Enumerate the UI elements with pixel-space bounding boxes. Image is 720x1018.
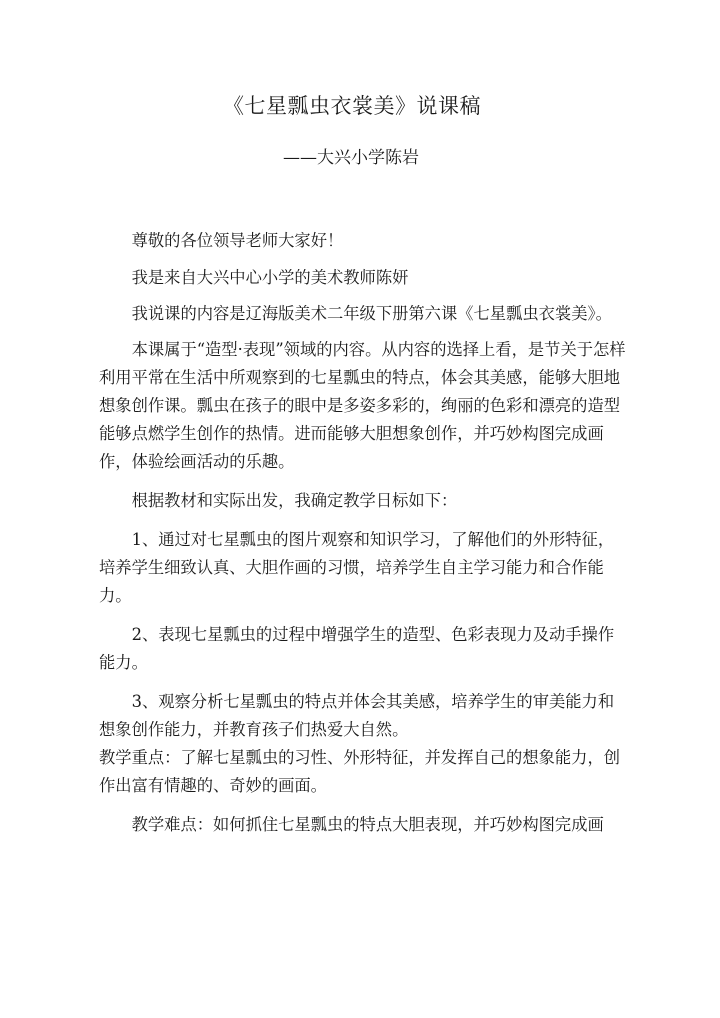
document-title: 《七星瓢虫衣裳美》说课稿: [223, 94, 481, 118]
paragraph-difficulties: 教学难点：如何抓住七星瓢虫的特点大胆表现，并巧妙构图完成画: [131, 815, 604, 834]
paragraph-introduction: 我是来自大兴中心小学的美术教师陈妍: [131, 268, 409, 287]
paragraph-goals-intro: 根据教材和实际出发，我确定教学日标如下：: [131, 491, 458, 510]
paragraph-goal-3: 3、观察分析七星瓢虫的特点并体会其美感，培养学生的审美能力和想象创作能力，并教育孩子们热爱大自然。: [99, 692, 615, 739]
paragraph-key-points: 教学重点：了解七星瓢虫的习性、外形特征，并发挥自己的想象能力，创作出富有情趣的、奇妙的画面。: [99, 748, 621, 795]
paragraph-lesson-overview: 本课属于“造型·表现”领域的内容。从内容的选择上看，是节关于怎样利用平常在生活中所观察到的七星瓢虫的特点，体会其美感，能够大胆地想象创作课。瓢虫在孩子的眼中是多姿多彩的，绚丽的色彩和漂亮的造型能够点燃学生创作的热情。进而能够大胆想象创作，并巧妙构图完成画作，体验绘画活动的乐趣。: [99, 340, 626, 471]
paragraph-goal-1: 1、通过对七星瓢虫的图片观察和知识学习，了解他们的外形特征，培养学生细致认真、大胆作画的习惯，培养学生自主学习能力和合作能力。: [99, 530, 615, 605]
document-body: [99, 227, 629, 839]
paragraph-greeting: 尊敬的各位领导老师大家好！: [131, 231, 344, 250]
document-author: ——大兴小学陈岩: [283, 148, 419, 168]
paragraph-goal-2: 2、表现七星瓢虫的过程中增强学生的造型、色彩表现力及动手操作能力。: [99, 625, 615, 672]
paragraph-lesson-content: 我说课的内容是辽海版美术二年级下册第六课《七星瓢虫衣裳美》。: [131, 304, 612, 323]
